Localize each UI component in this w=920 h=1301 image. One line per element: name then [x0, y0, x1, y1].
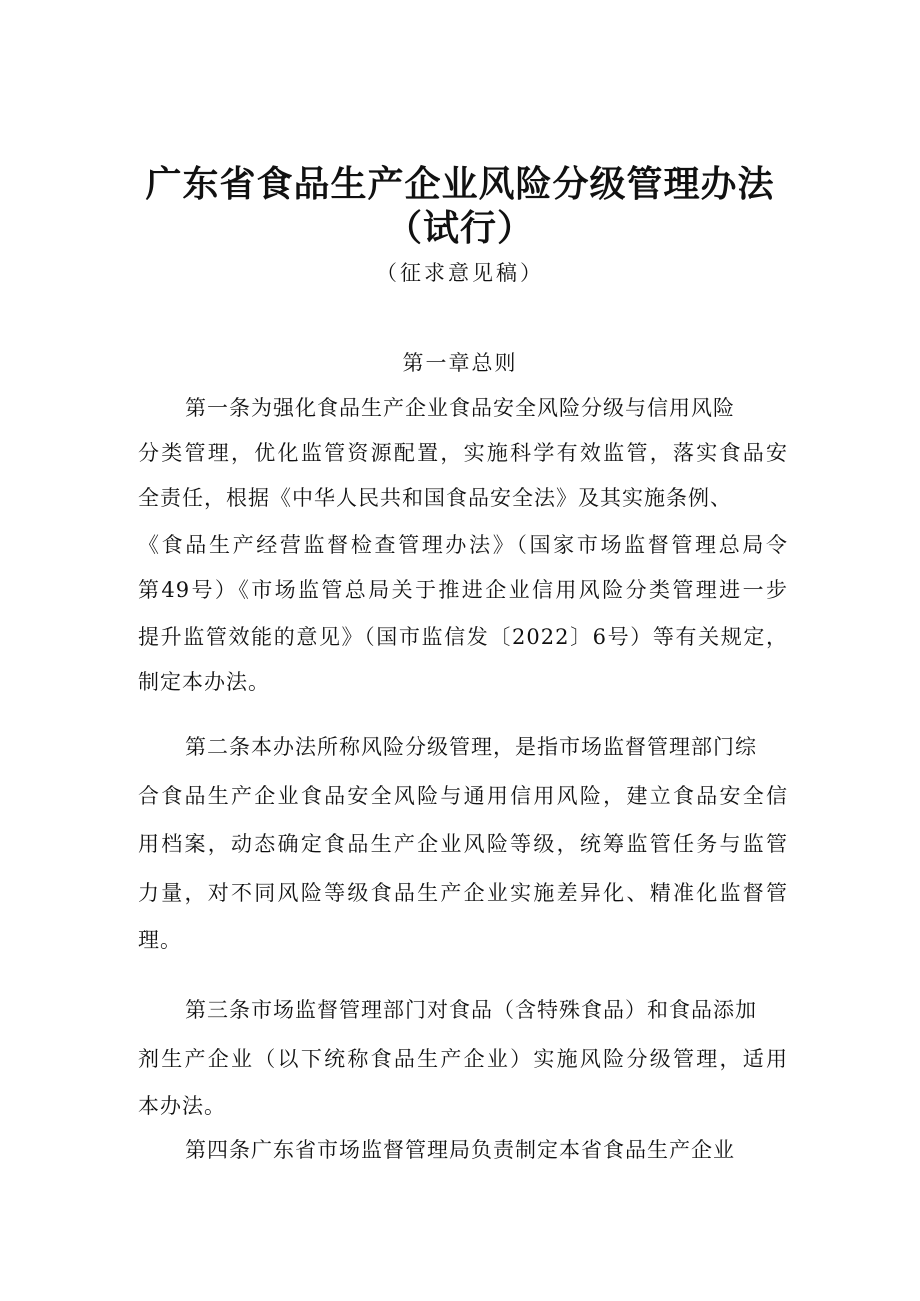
document-title: 广东省食品生产企业风险分级管理办法	[145, 164, 775, 205]
article-1-line-6: 提升监管效能的意见》（国市监信发〔2022〕6号）等有关规定，	[138, 625, 788, 649]
article-2-line-3: 用档案，动态确定食品生产企业风险等级，统筹监管任务与监管	[138, 832, 788, 856]
article-3-line-1: 第三条市场监督管理部门对食品（含特殊食品）和食品添加	[185, 998, 757, 1022]
chapter-heading: 第一章总则	[402, 351, 518, 375]
article-1-line-1: 第一条为强化食品生产企业食品安全风险分级与信用风险	[185, 396, 735, 420]
article-1-line-2: 分类管理，优化监管资源配置，实施科学有效监管，落实食品安	[138, 441, 788, 465]
article-2-line-1: 第二条本办法所称风险分级管理，是指市场监督管理部门综	[185, 735, 757, 759]
draft-note: （征求意见稿）	[376, 261, 544, 285]
article-1-line-5: 第49号）《市场监管总局关于推进企业信用风险分类管理进一步	[138, 578, 788, 602]
article-4-line-1: 第四条广东省市场监督管理局负责制定本省食品生产企业	[185, 1138, 735, 1162]
article-2-line-5: 理。	[138, 928, 182, 952]
document-title-trial: （试行）	[385, 208, 534, 249]
article-1-line-7: 制定本办法。	[138, 670, 270, 694]
article-2-line-2: 合食品生产企业食品安全风险与通用信用风险，建立食品安全信	[138, 784, 788, 808]
article-2-line-4: 力量，对不同风险等级食品生产企业实施差异化、精准化监督管	[138, 881, 788, 905]
article-1-line-4: 《食品生产经营监督检查管理办法》（国家市场监督管理总局令	[138, 533, 788, 557]
article-1-line-3: 全责任，根据《中华人民共和国食品安全法》及其实施条例、	[138, 486, 732, 510]
article-3-line-2: 剂生产企业（以下统称食品生产企业）实施风险分级管理，适用	[138, 1047, 788, 1071]
article-3-line-3: 本办法。	[138, 1094, 226, 1118]
